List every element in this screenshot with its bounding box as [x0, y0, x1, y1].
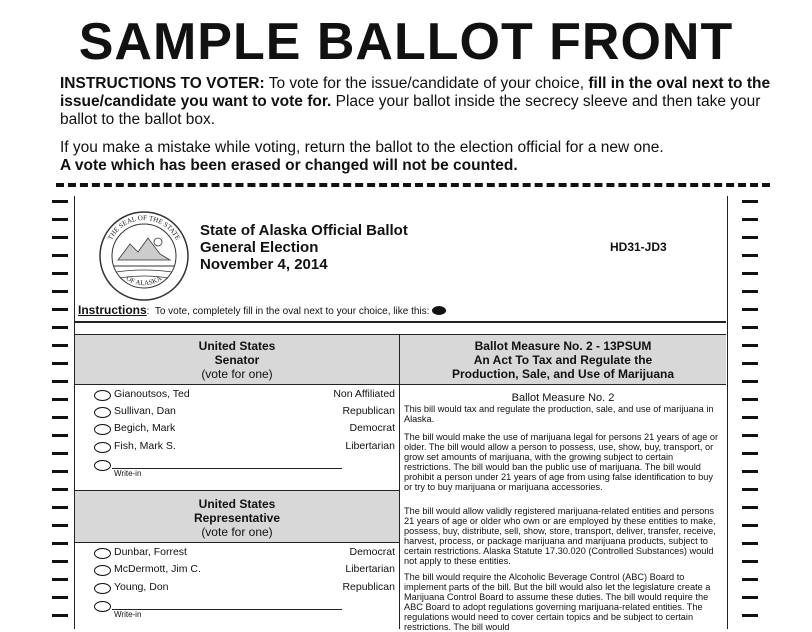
timing-mark: [52, 254, 68, 257]
ballot-instructions-colon: :: [146, 306, 150, 317]
timing-mark: [742, 254, 758, 257]
timing-mark: [52, 326, 68, 329]
timing-mark: [742, 470, 758, 473]
candidate-party: Libertarian: [345, 440, 395, 452]
vote-oval[interactable]: [94, 390, 111, 401]
senate-header: [75, 335, 399, 384]
write-in-row[interactable]: [94, 601, 395, 617]
timing-mark: [742, 560, 758, 563]
timing-mark: [52, 236, 68, 239]
timing-mark: [52, 488, 68, 491]
timing-mark: [52, 380, 68, 383]
timing-mark: [742, 362, 758, 365]
timing-mark: [742, 200, 758, 203]
timing-mark: [52, 542, 68, 545]
timing-mark: [742, 506, 758, 509]
candidate-party: Republican: [342, 581, 395, 593]
senate-title-1: United States: [198, 339, 276, 353]
timing-mark: [742, 308, 758, 311]
candidate-party: Republican: [342, 405, 395, 417]
ballot-header: [200, 222, 408, 273]
candidate-row[interactable]: [94, 563, 395, 579]
house-subtitle: (vote for one): [201, 525, 273, 539]
timing-mark: [742, 416, 758, 419]
filled-oval-icon: [432, 306, 446, 315]
candidate-name: Young, Don: [114, 581, 169, 593]
write-in-label: Write-in: [114, 469, 142, 478]
house-header: [75, 491, 399, 542]
voter-instructions: [60, 75, 780, 129]
instructions-text-2: Place your ballot inside the secrecy sleeve and then take your ballot to the ballot box.: [60, 93, 761, 128]
timing-mark: [742, 326, 758, 329]
timing-mark: [52, 506, 68, 509]
timing-mark: [742, 452, 758, 455]
timing-mark: [52, 218, 68, 221]
vote-oval[interactable]: [94, 548, 111, 559]
timing-mark: [742, 488, 758, 491]
timing-mark: [742, 218, 758, 221]
candidate-row[interactable]: [94, 440, 395, 456]
timing-mark: [52, 524, 68, 527]
candidate-name: Begich, Mark: [114, 422, 176, 434]
timing-mark: [52, 578, 68, 581]
candidate-row[interactable]: [94, 581, 395, 597]
candidate-row[interactable]: [94, 405, 395, 421]
erased-warning: A vote which has been erased or changed will not be counted.: [60, 157, 518, 174]
candidate-name: Fish, Mark S.: [114, 440, 176, 452]
candidate-party: Democrat: [349, 546, 395, 558]
vote-oval[interactable]: [94, 601, 111, 612]
house-header-border: [74, 542, 399, 543]
timing-mark: [742, 524, 758, 527]
measure-title: Ballot Measure No. 2: [511, 392, 615, 404]
instructions-label: INSTRUCTIONS TO VOTER:: [60, 75, 265, 92]
write-in-line[interactable]: [112, 468, 342, 469]
vote-oval[interactable]: [94, 565, 111, 576]
vote-oval[interactable]: [94, 442, 111, 453]
measure-paragraph-2: The bill would make the use of marijuana legal for persons 21 years of age or older. The bill would allow a person to possess, use, show, buy, transport, or grow set amounts of marijuana, with the growing subject to certain restrictions. The bill would ban the public use of marijuana. The bill would prohibit a person under 21 years of age from using false identification to buy or try to buy marijuana or marijuana accessories.: [404, 432, 719, 492]
timing-mark: [742, 344, 758, 347]
alaska-seal-icon: [98, 210, 190, 302]
timing-mark: [742, 236, 758, 239]
vote-oval[interactable]: [94, 424, 111, 435]
candidate-row[interactable]: [94, 388, 395, 404]
timing-mark: [52, 452, 68, 455]
instructions-text-1: To vote for the issue/candidate of your choice,: [264, 75, 589, 92]
timing-mark: [742, 398, 758, 401]
measure-paragraph-1: This bill would tax and regulate the production, sale, and use of marijuana in Alaska.: [404, 404, 714, 424]
candidate-party: Libertarian: [345, 563, 395, 575]
candidate-name: Sullivan, Dan: [114, 405, 176, 417]
candidate-party: Non Affiliated: [333, 388, 395, 400]
ballot-top-dashed-border: [56, 183, 770, 187]
candidate-party: Democrat: [349, 422, 395, 434]
senate-header-border: [74, 384, 399, 385]
timing-mark: [52, 398, 68, 401]
timing-mark: [52, 362, 68, 365]
write-in-line[interactable]: [112, 609, 342, 610]
senate-subtitle: (vote for one): [201, 367, 273, 381]
measure-paragraph-3: The bill would allow validly registered marijuana-related entities and persons 21 years of age or older who own or are employed by these entities to make, possess, buy, distribute, sell, show, store, transport, deliver, transfer, receive, harvest, process, or package marijuana and marijuana products, subject to certain restrictions. Alaska Statute 17.30.020 (Controlled Substances) would not apply to these entities.: [404, 506, 716, 566]
candidate-row[interactable]: [94, 422, 395, 438]
ballot-header-line3: November 4, 2014: [200, 256, 328, 273]
candidate-name: Dunbar, Forrest: [114, 546, 187, 558]
timing-mark: [52, 434, 68, 437]
write-in-row[interactable]: [94, 460, 395, 476]
timing-mark: [742, 596, 758, 599]
seal-bottom-text: OF ALASKA: [124, 274, 164, 288]
timing-mark: [742, 614, 758, 617]
house-title-1: United States: [198, 497, 276, 511]
timing-mark: [52, 470, 68, 473]
vote-oval[interactable]: [94, 583, 111, 594]
measure-head-3: Production, Sale, and Use of Marijuana: [451, 367, 675, 381]
timing-mark: [52, 344, 68, 347]
ballot-instructions-text: To vote, completely fill in the oval next to your choice, like this:: [154, 306, 430, 317]
ballot-header-line1: State of Alaska Official Ballot: [200, 222, 408, 239]
page-title: SAMPLE BALLOT FRONT: [78, 13, 734, 71]
timing-mark: [742, 380, 758, 383]
voter-instructions-mistake: [60, 139, 780, 175]
timing-mark: [52, 614, 68, 617]
write-in-label: Write-in: [114, 610, 142, 619]
timing-mark: [742, 578, 758, 581]
measure-paragraph-4: The bill would require the Alcoholic Beverage Control (ABC) Board to implement parts of the bill. But the bill would also let the legislature create a Marijuana Control Board to assume these duties. The bill would require the ABC Board to adopt regulations governing marijuana-related entities. The regulations would need to cover certain topics and be subject to certain restrictions. The bill would: [404, 572, 711, 632]
senate-title-2: Senator: [214, 353, 260, 367]
vote-oval[interactable]: [94, 407, 111, 418]
timing-mark: [742, 290, 758, 293]
candidate-row[interactable]: [94, 546, 395, 562]
timing-mark: [52, 560, 68, 563]
timing-mark: [52, 308, 68, 311]
timing-mark: [742, 434, 758, 437]
ballot-header-line2: General Election: [200, 239, 319, 256]
mistake-text: If you make a mistake while voting, return the ballot to the election official for a new one.: [60, 139, 664, 156]
timing-mark: [52, 416, 68, 419]
candidate-name: Gianoutsos, Ted: [114, 388, 190, 400]
measure-header: [400, 335, 726, 384]
vote-oval[interactable]: [94, 460, 111, 471]
instructions-bold-1: fill in the oval next to the issue/candidate you want to vote for.: [60, 75, 771, 110]
house-title-2: Representative: [193, 511, 281, 525]
measure-head-2: An Act To Tax and Regulate the: [473, 353, 653, 367]
timing-mark: [52, 290, 68, 293]
ballot-instructions: [78, 303, 446, 317]
timing-mark: [742, 542, 758, 545]
timing-mark: [742, 272, 758, 275]
timing-mark: [52, 200, 68, 203]
ballot-instructions-label: Instructions: [78, 303, 147, 317]
seal-top-text: THE SEAL OF THE STATE: [106, 213, 182, 242]
candidate-name: McDermott, Jim C.: [114, 563, 201, 575]
district-code: HD31-JD3: [610, 240, 667, 254]
measure-header-border: [400, 384, 726, 385]
measure-head-1: Ballot Measure No. 2 - 13PSUM: [474, 339, 652, 353]
timing-mark: [52, 272, 68, 275]
section-divider: [74, 321, 726, 323]
timing-mark: [52, 596, 68, 599]
